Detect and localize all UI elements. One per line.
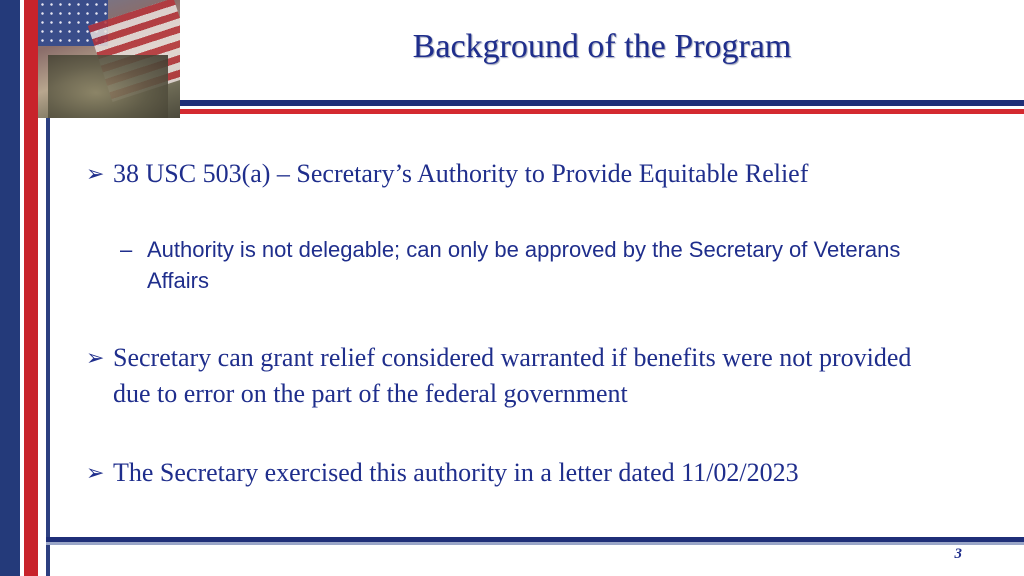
bullet-text: Secretary can grant relief considered warranted if benefits were not provided due to error on the part of the federal government: [113, 343, 912, 408]
bullet-item: [86, 156, 946, 192]
bullet-item: [86, 455, 946, 491]
header-navy-bar: [180, 100, 1024, 106]
arrow-bullet-icon: ➢: [86, 161, 105, 186]
page-number: 3: [954, 546, 962, 562]
header-red-bar: [180, 109, 1024, 114]
memorial-statue: [48, 55, 168, 118]
bullet-text: 38 USC 503(a) – Secretary’s Authority to Provide Equitable Relief: [113, 159, 809, 188]
footer-light-bar: [46, 542, 1024, 545]
sub-bullet-text: Authority is not delegable; can only be approved by the Secretary of Veterans Affairs: [147, 237, 901, 293]
bullet-item: [86, 340, 946, 412]
bullet-text: The Secretary exercised this authority in a letter dated 11/02/2023: [113, 458, 799, 487]
flag-logo-image: [38, 0, 180, 118]
arrow-bullet-icon: ➢: [86, 460, 105, 485]
left-red-stripe: [24, 0, 38, 576]
arrow-bullet-icon: ➢: [86, 345, 105, 370]
dash-bullet: –: [120, 237, 133, 262]
left-navy-stripe: [0, 0, 20, 576]
slide-title: Background of the Program: [412, 28, 792, 65]
sub-bullet-item: [120, 234, 940, 296]
